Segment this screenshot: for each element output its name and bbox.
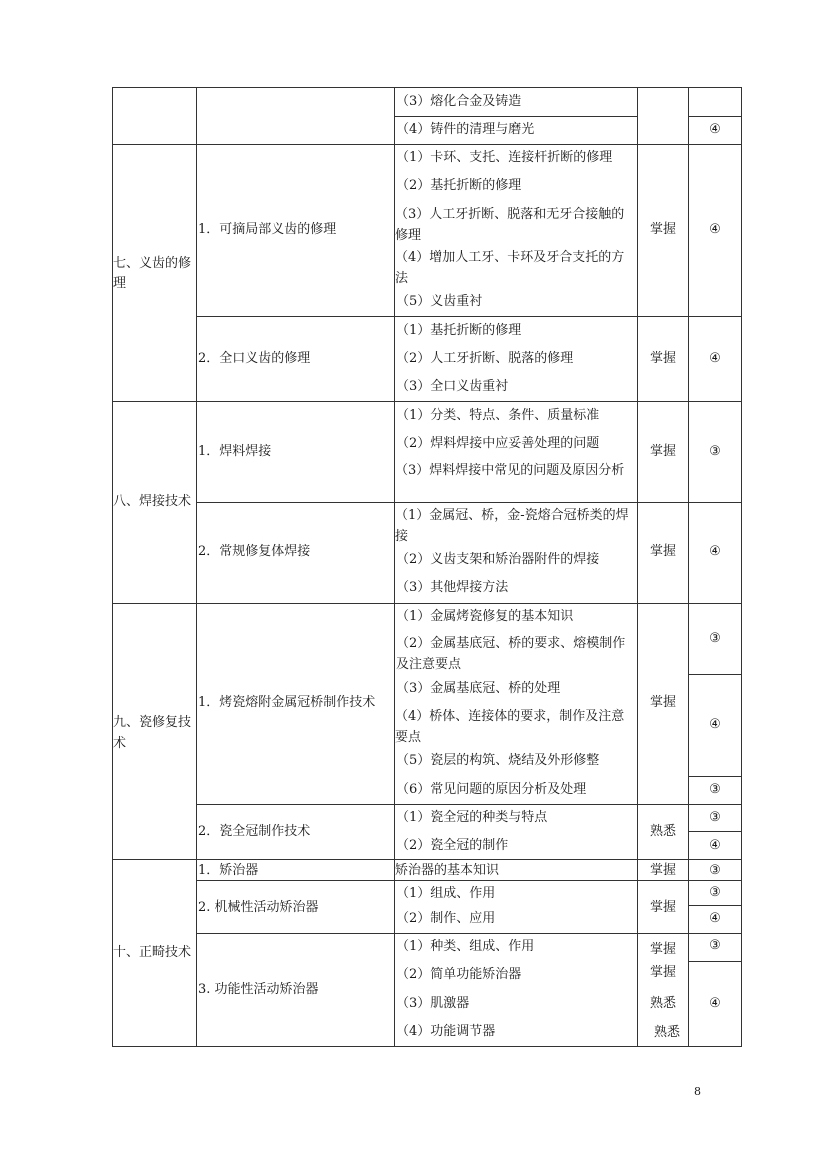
unit-name: 2. 机械性活动矫治器 xyxy=(198,900,319,915)
item-text: （1）种类、组成、作用 xyxy=(396,939,535,954)
requirement-text: 掌握 xyxy=(649,544,676,559)
item-text: （4）铸件的清理与磨光 xyxy=(396,122,535,137)
section-title: 九、瓷修复技术 xyxy=(113,715,192,751)
table-border-bottom xyxy=(112,1046,742,1047)
level-badge: ④ xyxy=(709,222,721,237)
level-badge: ③ xyxy=(709,885,721,900)
item-text: （3）焊料焊接中常见的问题及原因分析 xyxy=(395,463,625,478)
item-text: （2）瓷全冠的制作 xyxy=(396,838,509,853)
item-text: （2）人工牙折断、脱落的修理 xyxy=(396,351,574,366)
level-badge: ④ xyxy=(709,717,721,732)
section-line xyxy=(112,144,742,145)
section-line xyxy=(112,859,742,860)
table-border-left xyxy=(112,87,113,1046)
item-text: （3）熔化合金及铸造 xyxy=(396,94,522,109)
level-badge: ④ xyxy=(709,911,721,926)
level-line xyxy=(688,831,742,832)
unit-line xyxy=(196,502,742,503)
unit-line xyxy=(196,880,742,881)
item-text: （1）瓷全冠的种类与特点 xyxy=(396,810,548,825)
item-text: （2）金属基底冠、桥的要求、熔模制作及注意要点 xyxy=(396,636,626,672)
col-sep-1 xyxy=(196,87,197,1046)
unit-name: 1．焊料焊接 xyxy=(198,444,272,459)
level-line xyxy=(688,674,742,675)
item-text: （6）常见问题的原因分析及处理 xyxy=(396,782,587,797)
unit-name: 1．可摘局部义齿的修理 xyxy=(198,222,337,237)
unit-name: 2．瓷全冠制作技术 xyxy=(198,824,311,839)
item-text: （3）其他焊接方法 xyxy=(396,580,509,595)
item-text: （5）瓷层的构筑、烧结及外形修整 xyxy=(396,753,600,768)
item-text: （3）全口义齿重衬 xyxy=(396,379,509,394)
item-text: （1）卡环、支托、连接杆折断的修理 xyxy=(396,150,613,165)
level-badge: ③ xyxy=(709,810,721,825)
requirement-text: 掌握 xyxy=(649,351,676,366)
level-badge: ④ xyxy=(709,351,721,366)
item-text: （2）焊料焊接中应妥善处理的问题 xyxy=(396,436,600,451)
row-line xyxy=(394,116,638,117)
requirement-text: 掌握 xyxy=(649,942,676,957)
item-text: （3）金属基底冠、桥的处理 xyxy=(396,681,561,696)
level-line xyxy=(688,776,742,777)
level-badge: ④ xyxy=(709,996,721,1011)
unit-name: 3. 功能性活动矫治器 xyxy=(198,982,319,997)
page-number: 8 xyxy=(694,1085,701,1098)
table-border-top xyxy=(112,87,742,88)
item-text: （2）基托折断的修理 xyxy=(396,178,522,193)
item-text: （1）组成、作用 xyxy=(396,886,496,901)
level-badge: ③ xyxy=(709,863,721,878)
item-text: （5）义齿重衬 xyxy=(396,294,483,309)
table-border-right xyxy=(741,87,742,1046)
unit-name: 1．矫治器 xyxy=(198,863,259,878)
requirement-text: 熟悉 xyxy=(649,996,676,1011)
unit-name: 2．全口义齿的修理 xyxy=(198,351,311,366)
item-text: （3）人工牙折断、脱落和无牙合接触的修理 xyxy=(395,207,625,243)
requirement-text: 熟悉 xyxy=(649,824,676,839)
unit-name: 1．烤瓷熔附金属冠桥制作技术 xyxy=(198,695,376,710)
level-badge: ④ xyxy=(709,544,721,559)
level-badge: ③ xyxy=(709,444,721,459)
level-badge: ③ xyxy=(709,782,721,797)
requirement-text: 掌握 xyxy=(649,863,676,878)
item-text: （4）桥体、连接体的要求，制作及注意要点 xyxy=(395,709,625,745)
section-title: 七、义齿的修理 xyxy=(113,256,192,291)
item-text: （1）分类、特点、条件、质量标准 xyxy=(396,408,600,423)
item-text: （1）基托折断的修理 xyxy=(396,323,522,338)
item-text: （2）义齿支架和矫治器附件的焊接 xyxy=(396,552,600,567)
level-badge: ④ xyxy=(709,122,721,137)
item-text: （4）增加人工牙、卡环及牙合支托的方法 xyxy=(395,250,625,286)
unit-line xyxy=(196,316,742,317)
level-line xyxy=(688,961,742,962)
row-line xyxy=(688,116,742,117)
requirement-text: 熟悉 xyxy=(653,1025,680,1040)
item-text: 矫治器的基本知识 xyxy=(395,863,500,878)
level-badge: ③ xyxy=(709,938,721,953)
level-badge: ③ xyxy=(709,631,721,646)
unit-line xyxy=(196,804,742,805)
section-title: 十、正畸技术 xyxy=(113,945,192,960)
unit-name: 2．常规修复体焊接 xyxy=(198,544,311,559)
level-line xyxy=(688,905,742,906)
section-line xyxy=(112,401,742,402)
item-text: （4）功能调节器 xyxy=(396,1024,496,1039)
item-text: （3）肌激器 xyxy=(396,996,470,1011)
requirement-text: 掌握 xyxy=(649,444,676,459)
requirement-text: 掌握 xyxy=(649,222,676,237)
requirement-text: 掌握 xyxy=(649,695,676,710)
item-text: （1）金属烤瓷修复的基本知识 xyxy=(396,609,574,624)
item-text: （2）简单功能矫治器 xyxy=(396,967,522,982)
unit-line xyxy=(196,933,742,934)
requirement-text: 掌握 xyxy=(649,900,676,915)
item-text: （1）金属冠、桥，金-瓷熔合冠桥类的焊接 xyxy=(395,508,629,544)
section-title: 八、焊接技术 xyxy=(113,494,192,509)
section-line xyxy=(112,603,742,604)
level-badge: ④ xyxy=(709,838,721,853)
item-text: （2）制作、应用 xyxy=(396,911,496,926)
requirement-text: 掌握 xyxy=(649,965,676,980)
